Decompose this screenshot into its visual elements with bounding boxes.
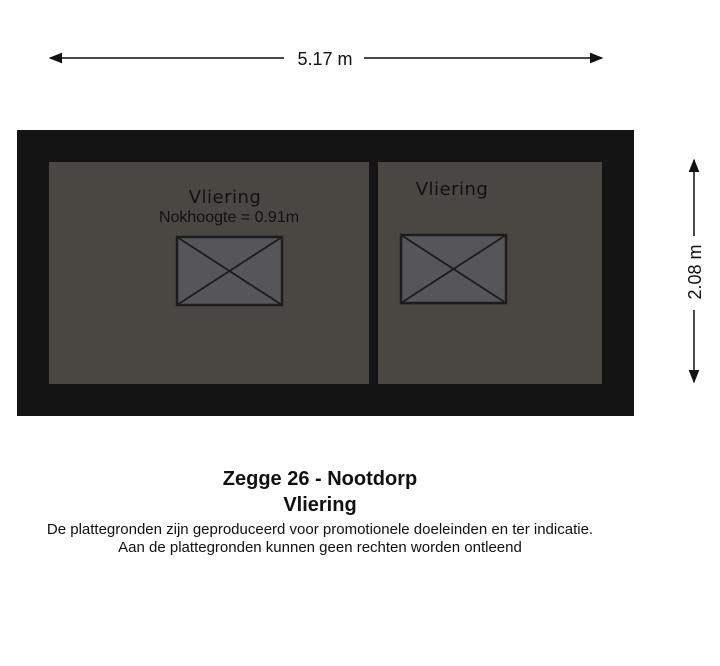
height-dimension: [685, 160, 705, 382]
room-label-right: Vliering: [415, 179, 489, 200]
room-detail-left: Nokhoogte = 0.91m: [158, 209, 300, 226]
address-title: Zegge 26 - Nootdorp: [222, 468, 418, 490]
hatch-box-left: [177, 237, 282, 305]
room-label-left: Vliering: [188, 187, 262, 208]
width-dimension-label: 5.17 m: [297, 49, 353, 69]
floor-name: Vliering: [283, 494, 357, 516]
width-dimension: [50, 49, 602, 69]
disclaimer-line-1: De plattegronden zijn geproduceerd voor promotionele doeleinden en ter indicatie.: [46, 521, 594, 538]
disclaimer-line-2: Aan de plattegronden kunnen geen rechten worden ontleend: [118, 539, 522, 556]
hatch-box-right: [401, 235, 506, 303]
height-dimension-label: 2.08 m: [685, 244, 705, 300]
